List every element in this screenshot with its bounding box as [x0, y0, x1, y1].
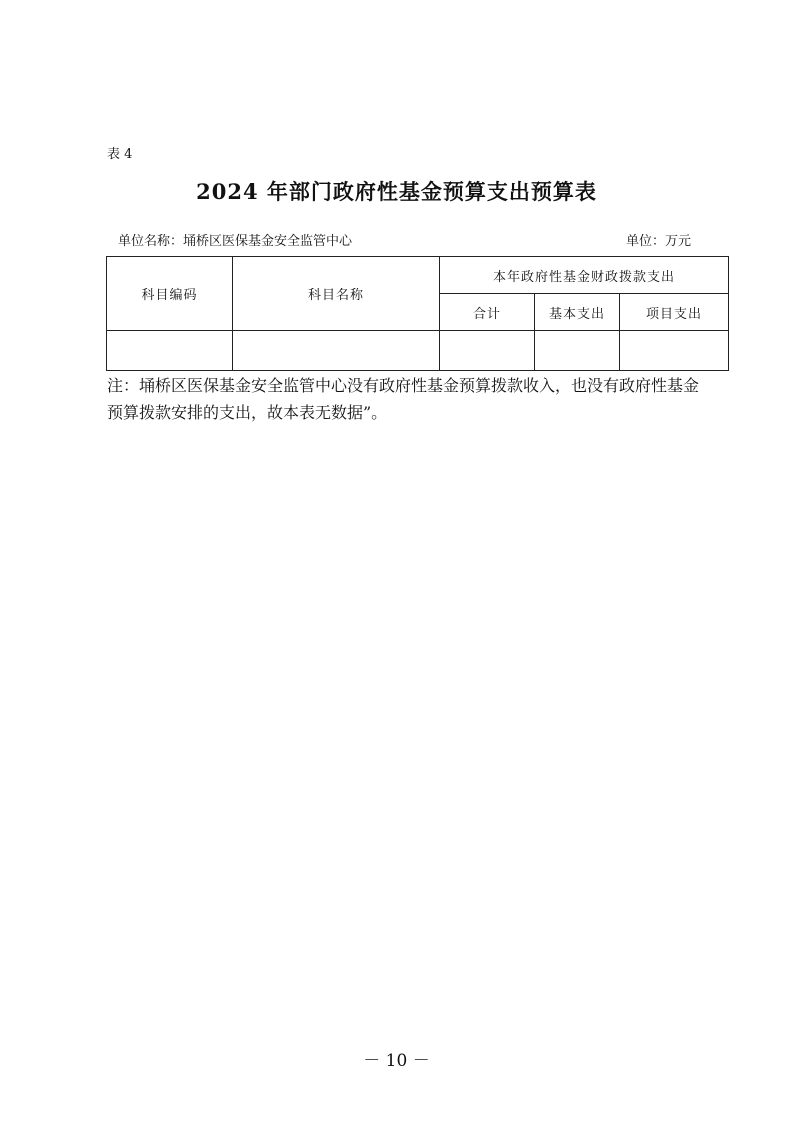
column-group-header: 本年政府性基金财政拨款支出	[440, 257, 729, 294]
column-header-basic: 基本支出	[535, 294, 620, 331]
column-header-name: 科目名称	[233, 257, 440, 331]
table-row	[107, 331, 729, 371]
cell-code	[107, 331, 233, 371]
page-title: 2024 年部门政府性基金预算支出预算表	[196, 179, 597, 204]
table-note: 注：埇桥区医保基金安全监管中心没有政府性基金预算拨款收入，也没有政府性基金预算拨款安排的支出，故本表无数据”。	[107, 376, 700, 422]
cell-total	[440, 331, 535, 371]
cell-project	[620, 331, 729, 371]
page-number: － 10 －	[363, 1051, 430, 1071]
column-header-code: 科目编码	[107, 257, 233, 331]
currency-unit-label: 单位：万元	[626, 234, 692, 249]
column-header-project: 项目支出	[620, 294, 729, 331]
unit-name-label: 单位名称：埇桥区医保基金安全监管中心	[118, 234, 353, 249]
cell-name	[233, 331, 440, 371]
table-header-row	[107, 257, 729, 294]
budget-table	[106, 256, 729, 371]
table-number-label: 表 4	[107, 147, 133, 162]
column-header-total: 合计	[440, 294, 535, 331]
cell-basic	[535, 331, 620, 371]
